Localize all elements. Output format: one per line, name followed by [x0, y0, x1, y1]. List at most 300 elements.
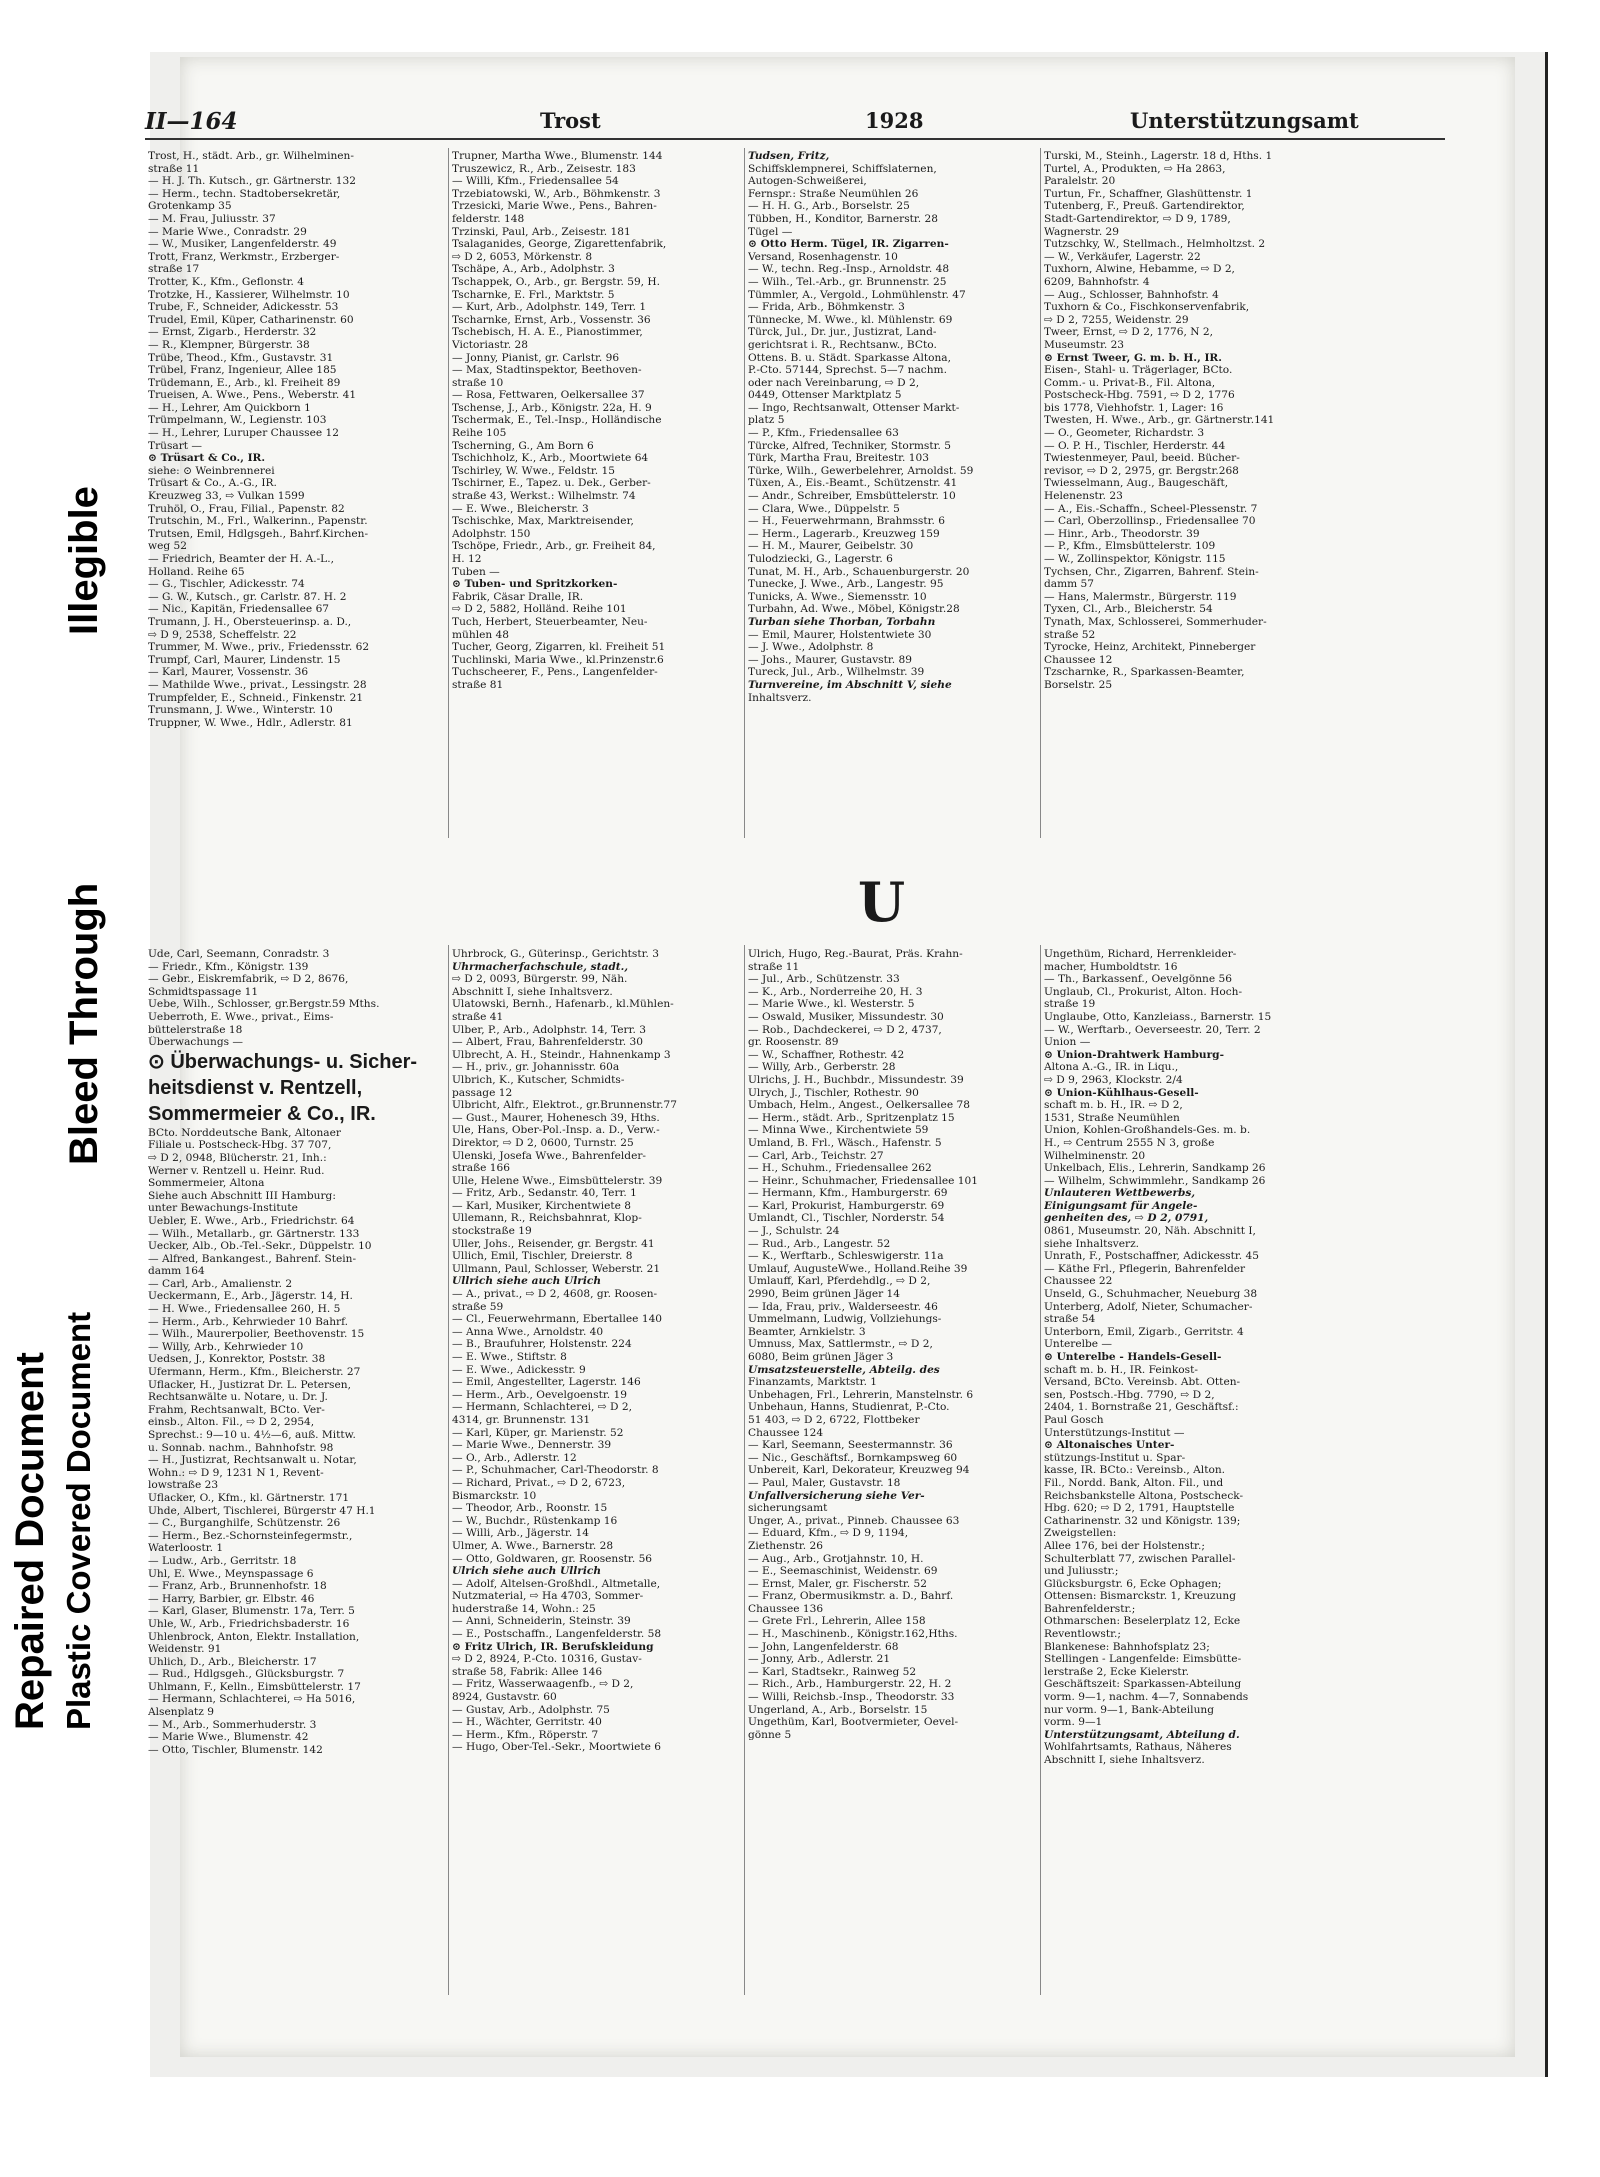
entry-line: Ottensen: Bismarckstr. 1, Kreuzung: [1044, 1590, 1237, 1603]
entry-line: unter Bewachungs-Institute: [148, 1202, 298, 1215]
entry-line: Waterloostr. 1: [148, 1542, 224, 1555]
entry-line: — Fritz, Arb., Sedanstr. 40, Terr. 1: [452, 1187, 637, 1200]
entry-line: damm 164: [148, 1265, 205, 1278]
entry-line: Tunecke, J. Wwe., Arb., Langestr. 95: [748, 578, 944, 591]
entry-line: — Herm., techn. Stadtobersekretär,: [148, 187, 341, 200]
entry-line: — R., Klempner, Bürgerstr. 38: [148, 338, 310, 351]
entry-line: Rechtsanwälte u. Notare, u. Dr. J.: [148, 1391, 328, 1404]
entry-line: 1531, Straße Neumühlen: [1044, 1111, 1180, 1124]
entry-line: oder nach Vereinbarung, ⇨ D 2,: [748, 376, 920, 389]
entry-line: Altona A.-G., IR. in Liqu.,: [1044, 1061, 1179, 1074]
entry-line: ⇨ D 2, 0093, Bürgerstr. 99, Näh.: [452, 973, 628, 986]
entry-line: — G., Tischler, Adickesstr. 74: [148, 578, 305, 591]
entry-line: Unbereit, Karl, Dekorateur, Kreuzweg 94: [748, 1464, 970, 1477]
entry-line: Tutenberg, F., Preuß. Gartendirektor,: [1044, 200, 1245, 213]
entry-line: — Marie Wwe., Conradstr. 29: [148, 225, 307, 238]
lower-column-1: [148, 948, 448, 1998]
entry-line: — P., Kfm., Elmsbüttelerstr. 109: [1044, 540, 1216, 553]
entry-line: H., ⇨ Centrum 2555 N 3, große: [1044, 1136, 1215, 1149]
entry-line: Uflacker, O., Kfm., kl. Gärtnerstr. 171: [148, 1491, 350, 1504]
entry-line: Ulatowski, Bernh., Hafenarb., kl.Mühlen-: [452, 998, 674, 1011]
entry-line: — C., Burganghilfe, Schützenstr. 26: [148, 1517, 341, 1530]
entry-line: Ulmer, A. Wwe., Barnerstr. 28: [452, 1539, 614, 1552]
entry-line: Kreuzweg 33, ⇨ Vulkan 1599: [148, 490, 305, 503]
entry-line: Uebe, Wilh., Schlosser, gr.Bergstr.59 Mths.: [148, 998, 380, 1011]
entry-line: Bismarckstr. 10: [452, 1489, 537, 1502]
entry-line: Uhlenbrock, Anton, Elektr. Installation,: [148, 1630, 360, 1643]
entry-line: — E. Wwe., Stiftstr. 8: [452, 1351, 567, 1363]
entry-line: Tschappek, O., Arb., gr. Bergstr. 59, H.: [452, 275, 661, 288]
entry-line: — Eduard, Kfm., ⇨ D 9, 1194,: [748, 1527, 909, 1540]
entry-line: Tschöpe, Friedr., Arb., gr. Freiheit 84,: [452, 540, 656, 553]
entry-line: Ulrichs, J. H., Buchbdr., Missundestr. 39: [748, 1073, 964, 1086]
entry-line: — H., Feuerwehrmann, Brahmsstr. 6: [748, 515, 946, 528]
entry-line: Postscheck-Hbg. 7591, ⇨ D 2, 1776: [1044, 389, 1235, 402]
entry-line: Tychsen, Chr., Zigarren, Bahrenf. Stein-: [1044, 565, 1259, 578]
entry-line: straße 52: [1044, 628, 1096, 641]
entry-line: Hbg. 620; ⇨ D 2, 1791, Hauptstelle: [1044, 1502, 1235, 1515]
entry-line: Trübe, Theod., Kfm., Gustavstr. 31: [148, 351, 334, 364]
entry-line: — Alfred, Bankangest., Bahrenf. Stein-: [148, 1252, 357, 1265]
entry-line: Umsatzsteuerstelle, Abteilg. des: [748, 1363, 940, 1376]
entry-line: — W., Verkäufer, Lagerstr. 22: [1044, 250, 1201, 263]
entry-line: Schiffsklempnerei, Schiffslaternen,: [748, 162, 937, 175]
entry-line: Sommermeier & Co., IR.: [148, 1102, 376, 1125]
entry-line: — O., Arb., Adlerstr. 12: [452, 1451, 577, 1464]
entry-line: gönne 5: [748, 1728, 792, 1741]
entry-line: ⊙ Union-Drahtwerk Hamburg-: [1044, 1048, 1224, 1061]
entry-line: Unterstützungsamt, Abteilung d.: [1044, 1728, 1240, 1741]
entry-line: Ueckermann, E., Arb., Jägerstr. 14, H.: [148, 1290, 353, 1303]
entry-line: — P., Schuhmacher, Carl-Theodorstr. 8: [452, 1464, 659, 1477]
entry-line: Victoriastr. 28: [452, 338, 528, 351]
entry-line: gr. Roosenstr. 89: [748, 1036, 839, 1049]
entry-line: Trunsmann, J. Wwe., Winterstr. 10: [148, 704, 333, 717]
entry-line: sen, Postsch.-Hbg. 7790, ⇨ D 2,: [1044, 1388, 1215, 1401]
entry-line: Turski, M., Steinh., Lagerstr. 18 d, Hths. 1: [1044, 150, 1273, 162]
entry-line: bis 1778, Viehhofstr. 1, Lager: 16: [1044, 401, 1224, 414]
lower-column-3: [748, 948, 1048, 1998]
entry-line: 2990, Beim grünen Jäger 14: [748, 1288, 901, 1301]
entry-line: — Karl, Küper, gr. Marienstr. 52: [452, 1426, 624, 1439]
entry-line: — Emil, Maurer, Holstentwiete 30: [748, 628, 932, 641]
entry-line: Turtun, Fr., Schaffner, Glashüttenstr. 1: [1044, 187, 1253, 200]
featured-entry: [148, 1049, 448, 1127]
entry-line: — Harry, Barbier, gr. Elbstr. 46: [148, 1592, 315, 1605]
page-number: II—164: [145, 108, 238, 135]
entry-line: straße 17: [148, 263, 200, 276]
entry-line: — H. J. Th. Kutsch., gr. Gärtnerstr. 132: [148, 175, 356, 188]
entry-line: Türke, Wilh., Gewerbelehrer, Arnoldst. 59: [748, 464, 974, 477]
entry-line: Ulrych, J., Tischler, Rothestr. 90: [748, 1086, 919, 1099]
entry-line: — J., Schulstr. 24: [748, 1225, 840, 1238]
entry-line: Ulrich, Hugo, Reg.-Baurat, Präs. Krahn-: [748, 948, 963, 960]
entry-line: Twesten, H. Wwe., Arb., gr. Gärtnerstr.141: [1044, 414, 1275, 427]
entry-line: — Herm., städt. Arb., Spritzenplatz 15: [748, 1111, 955, 1124]
entry-line: Tschermak, E., Tel.-Insp., Holländische: [452, 414, 662, 427]
entry-line: Unger, A., privat., Pinneb. Chaussee 63: [748, 1514, 960, 1527]
entry-line: lowstraße 23: [148, 1479, 219, 1492]
entry-line: — Hugo, Ober-Tel.-Sekr., Moortwiete 6: [452, 1741, 661, 1754]
entry-line: — Gebr., Eiskremfabrik, ⇨ D 2, 8676,: [148, 973, 349, 986]
entry-line: Tünnecke, M. Wwe., kl. Mühlenstr. 69: [748, 313, 953, 326]
next-page-edge: [1545, 52, 1573, 2077]
entry-line: Werner v. Rentzell u. Heinr. Rud.: [148, 1164, 325, 1177]
entry-line: — E. Wwe., Bleicherstr. 3: [452, 502, 589, 515]
entry-line: straße 11: [148, 162, 200, 175]
entry-line: Filiale u. Postscheck-Hbg. 37 707,: [148, 1139, 332, 1152]
entry-line: — Marie Wwe., Blumenstr. 42: [148, 1731, 309, 1744]
entry-line: — Käthe Frl., Pflegerin, Bahrenfelder: [1044, 1262, 1246, 1275]
entry-line: Uecker, Alb., Ob.-Tel.-Sekr., Düppelstr. 10: [148, 1240, 372, 1253]
entry-line: ⇨ D 2, 8924, P.-Cto. 10316, Gustav-: [452, 1653, 642, 1666]
entry-line: Unrath, F., Postschaffner, Adickesstr. 45: [1044, 1250, 1259, 1263]
entry-line: Unglaube, Otto, Kanzleiass., Barnerstr. 15: [1044, 1010, 1272, 1023]
entry-line: — Herm., Lagerarb., Kreuzweg 159: [748, 527, 940, 540]
entry-line: passage 12: [452, 1086, 513, 1099]
entry-line: — E., Postschaffn., Langenfelderstr. 58: [452, 1628, 662, 1641]
entry-line: — Wilh., Tel.-Arb., gr. Brunnenstr. 25: [748, 275, 947, 288]
entry-line: — M., Arb., Sommerhuderstr. 3: [148, 1718, 317, 1731]
entry-line: — H., Maschinenb., Königstr.162,Hths.: [748, 1628, 958, 1641]
entry-line: 8924, Gustavstr. 60: [452, 1691, 557, 1704]
entry-line: — Jonny, Pianist, gr. Carlstr. 96: [452, 351, 620, 364]
entry-line: Tweer, Ernst, ⇨ D 2, 1776, N 2,: [1044, 326, 1213, 339]
entry-line: Tschebisch, H. A. E., Pianostimmer,: [452, 326, 643, 339]
entry-line: Fabrik, Cäsar Dralle, IR.: [452, 590, 584, 603]
entry-line: Holland. Reihe 65: [148, 565, 245, 578]
entry-line: Ungerland, A., Arb., Borselstr. 15: [748, 1703, 928, 1716]
entry-line: — Karl, Seemann, Seestermannstr. 36: [748, 1439, 953, 1452]
entry-line: Geschäftszeit: Sparkassen-Abteilung: [1044, 1678, 1242, 1691]
entry-line: Uhle, W., Arb., Friedrichsbaderstr. 16: [148, 1617, 350, 1630]
label-plastic-covered-document: Plastic Covered Document: [60, 1311, 97, 1730]
entry-line: — Mathilde Wwe., privat., Lessingstr. 28: [148, 678, 367, 691]
entry-line: einsb., Alton. Fil., ⇨ D 2, 2954,: [148, 1416, 315, 1429]
entry-line: Tschense, J., Arb., Königstr. 22a, H. 9: [452, 401, 652, 414]
entry-line: Chaussee 124: [748, 1426, 824, 1439]
entry-line: Allee 176, bei der Holstenstr.;: [1044, 1539, 1205, 1552]
upper-column-1: [148, 150, 448, 840]
entry-line: P.-Cto. 57144, Sprechst. 5—7 nachm.: [748, 364, 947, 377]
entry-line: Ulle, Helene Wwe., Eimsbüttelerstr. 39: [452, 1174, 663, 1187]
entry-line: 6080, Beim grünen Jäger 3: [748, 1351, 894, 1363]
entry-line: — Carl, Oberzollinsp., Friedensallee 70: [1044, 515, 1256, 528]
entry-line: — Hermann, Kfm., Hamburgerstr. 69: [748, 1187, 948, 1200]
entry-line: Tuxhorn & Co., Fischkonservenfabrik,: [1044, 301, 1250, 314]
entry-line: Trzebiatowski, W., Arb., Böhmkenstr. 3: [452, 187, 661, 200]
entry-line: — W., Werftarb., Oeverseestr. 20, Terr. 2: [1044, 1023, 1261, 1036]
entry-line: 4314, gr. Brunnenstr. 131: [452, 1413, 591, 1426]
entry-line: Türk, Martha Frau, Breitestr. 103: [748, 452, 929, 465]
entry-line: straße 41: [452, 1010, 504, 1023]
entry-line: Wohlfahrtsamts, Rathaus, Näheres: [1044, 1741, 1232, 1754]
entry-line: — H., Wächter, Gerritstr. 40: [452, 1716, 602, 1729]
entry-line: — H. H. G., Arb., Borselstr. 25: [748, 200, 910, 213]
entry-line: — Willy, Arb., Gerberstr. 28: [748, 1061, 896, 1074]
entry-line: vorm. 9—1: [1044, 1716, 1103, 1729]
entry-line: Ullemann, R., Reichsbahnrat, Klop-: [452, 1212, 642, 1225]
entry-line: büttelerstraße 18: [148, 1023, 243, 1036]
upper-column-3: [748, 150, 1048, 840]
entry-line: Tyrocke, Heinz, Architekt, Pinneberger: [1044, 641, 1256, 654]
entry-line: straße 81: [452, 678, 504, 691]
entry-line: Umlandt, Cl., Tischler, Norderstr. 54: [748, 1212, 945, 1225]
entry-line: Umland, B. Frl., Wäsch., Hafenstr. 5: [748, 1136, 942, 1149]
entry-line: Tulodziecki, G., Lagerstr. 6: [748, 553, 893, 565]
entry-line: straße 11: [748, 960, 800, 973]
entry-line: — Wilh., Metallarb., gr. Gärtnerstr. 133: [148, 1227, 360, 1240]
entry-line: — G. W., Kutsch., gr. Carlstr. 87. H. 2: [148, 590, 347, 603]
entry-line: — Gust., Maurer, Hohenesch 39, Hths.: [452, 1111, 660, 1124]
entry-line: Ullrich siehe auch Ulrich: [452, 1275, 602, 1288]
entry-line: ⊙ Überwachungs- u. Sicher-: [148, 1050, 418, 1073]
entry-line: Ufermann, Herm., Kfm., Bleicherstr. 27: [148, 1366, 361, 1379]
entry-line: weg 52: [148, 540, 187, 553]
entry-line: — Ernst, Zigarb., Herderstr. 32: [148, 326, 317, 339]
entry-line: — Max, Stadtinspektor, Beethoven-: [452, 364, 642, 377]
entry-line: Wilhelminenstr. 20: [1044, 1149, 1146, 1162]
entry-line: Stellingen - Langenfelde: Eimsbütte-: [1044, 1653, 1242, 1666]
entry-line: — Paul, Maler, Gustavstr. 18: [748, 1476, 901, 1489]
entry-line: Nutzmaterial, ⇨ Ha 4703, Sommer-: [452, 1590, 644, 1603]
entry-line: — H., Lehrer, Luruper Chaussee 12: [148, 427, 339, 440]
entry-line: Unterberg, Adolf, Nieter, Schumacher-: [1044, 1300, 1253, 1313]
entry-line: Trzesicki, Marie Wwe., Pens., Bahren-: [452, 200, 657, 213]
entry-line: — Carl, Arb., Amalienstr. 2: [148, 1277, 293, 1290]
entry-line: Sprechst.: 9—10 u. 4½—6, auß. Mittw.: [148, 1429, 356, 1441]
entry-line: Tschichholz, K., Arb., Moortwiete 64: [452, 452, 649, 465]
entry-line: Weidenstr. 91: [148, 1643, 222, 1656]
entry-line: ⇨ D 9, 2963, Klockstr. 2/4: [1044, 1073, 1183, 1086]
entry-line: — Gustav, Arb., Adolphstr. 75: [452, 1703, 610, 1716]
entry-line: Ullich, Emil, Tischler, Dreierstr. 8: [452, 1250, 633, 1263]
entry-line: — Rich., Arb., Hamburgerstr. 22, H. 2: [748, 1678, 952, 1691]
entry-line: Umbach, Helm., Angest., Oelkersallee 78: [748, 1099, 970, 1112]
entry-line: Helenenstr. 23: [1044, 490, 1123, 503]
entry-line: Unlauteren Wettbewerbs,: [1044, 1187, 1196, 1200]
entry-line: Tüxen, A., Eis.-Beamt., Schützenstr. 41: [748, 477, 958, 490]
entry-line: Trotter, K., Kfm., Geflonstr. 4: [148, 275, 304, 288]
entry-line: — Rud., Hdlgsgeh., Glücksburgstr. 7: [148, 1668, 345, 1681]
entry-line: — Herm., Arb., Oevelgoenstr. 19: [452, 1388, 627, 1401]
entry-line: — Theodor, Arb., Roonstr. 15: [452, 1502, 608, 1515]
entry-line: Tuben —: [452, 565, 500, 578]
entry-line: Sommermeier, Altona: [148, 1177, 265, 1190]
entry-line: Direktor, ⇨ D 2, 0600, Turnstr. 25: [452, 1136, 634, 1149]
entry-line: ⇨ D 2, 7255, Weidenstr. 29: [1044, 313, 1189, 326]
entry-line: — Hinr., Arb., Theodorstr. 39: [1044, 527, 1200, 540]
entry-line: Tyxen, Cl., Arb., Bleicherstr. 54: [1044, 603, 1213, 616]
entry-line: Abschnitt I, siehe Inhaltsverz.: [452, 985, 613, 998]
entry-line: — Hans, Malermstr., Bürgerstr. 119: [1044, 590, 1237, 603]
entry-line: Truszewicz, R., Arb., Zeisestr. 183: [452, 162, 636, 175]
entry-line: — Nic., Geschäftsf., Bornkampsweg 60: [748, 1451, 958, 1464]
entry-line: — Marie Wwe., Dennerstr. 39: [452, 1439, 612, 1452]
entry-line: Ulber, P., Arb., Adolphstr. 14, Terr. 3: [452, 1023, 646, 1036]
entry-line: — W., Buchdr., Rüstenkamp 16: [452, 1514, 618, 1527]
entry-line: Trüdemann, E., Arb., kl. Freiheit 89: [148, 376, 341, 389]
entry-line: — Andr., Schreiber, Emsbüttelerstr. 10: [748, 490, 956, 503]
entry-line: — Otto, Tischler, Blumenstr. 142: [148, 1743, 323, 1756]
entry-line: 51 403, ⇨ D 2, 6722, Flottbeker: [748, 1413, 920, 1426]
page-header: [145, 108, 1445, 140]
entry-line: — Ludw., Arb., Gerritstr. 18: [148, 1554, 297, 1567]
entry-line: — Marie Wwe., kl. Westerstr. 5: [748, 998, 915, 1011]
entry-line: — Otto, Goldwaren, gr. Roosenstr. 56: [452, 1552, 653, 1565]
entry-line: — Ernst, Maler, gr. Fischerstr. 52: [748, 1577, 927, 1590]
entry-line: Union, Kohlen-Großhandels-Ges. m. b.: [1044, 1124, 1251, 1137]
entry-line: Trudel, Emil, Küper, Catharinenstr. 60: [148, 313, 354, 326]
entry-line: Trube, F., Schneider, Adickesstr. 53: [148, 301, 339, 314]
entry-line: Blankenese: Bahnhofsplatz 23;: [1044, 1640, 1210, 1653]
entry-line: Trzinski, Paul, Arb., Zeisestr. 181: [452, 225, 631, 238]
entry-line: Turnvereine, im Abschnitt V, siehe: [748, 678, 952, 691]
entry-line: macher, Humboldtstr. 16: [1044, 960, 1178, 973]
entry-line: — Herm., Kfm., Röperstr. 7: [452, 1728, 599, 1741]
entry-line: und Juliusstr.;: [1044, 1565, 1119, 1578]
entry-line: — A., Eis.-Schaffn., Scheel-Plessenstr. 7: [1044, 502, 1258, 515]
entry-line: Unkelbach, Elis., Lehrerin, Sandkamp 26: [1044, 1162, 1266, 1175]
header-first-entry: Trost: [540, 108, 601, 133]
entry-line: Trutschin, M., Frl., Walkerinn., Papenstr.: [148, 515, 368, 528]
entry-line: 0861, Museumstr. 20, Näh. Abschnitt I,: [1044, 1225, 1256, 1238]
entry-line: — Heinr., Schuhmacher, Friedensallee 101: [748, 1174, 978, 1187]
entry-line: Schulterblatt 77, zwischen Parallel-: [1044, 1552, 1236, 1565]
entry-line: Trupner, Martha Wwe., Blumenstr. 144: [452, 150, 663, 162]
entry-line: — Karl, Maurer, Vossenstr. 36: [148, 666, 309, 679]
column-rule: [448, 945, 449, 1995]
header-year: 1928: [865, 108, 924, 133]
header-last-entry: Unterstützungsamt: [1130, 108, 1359, 133]
entry-line: genheiten des, ⇨ D 2, 0791,: [1044, 1212, 1209, 1225]
entry-line: Unfallversicherung siehe Ver-: [748, 1489, 925, 1502]
entry-line: — Jonny, Arb., Adlerstr. 21: [748, 1653, 891, 1666]
entry-line: ⊙ Ernst Tweer, G. m. b. H., IR.: [1044, 351, 1222, 364]
entry-line: Tureck, Jul., Arb., Wilhelmstr. 39: [748, 666, 925, 679]
entry-line: Tügel —: [748, 225, 793, 238]
entry-line: huderstraße 14, Wohn.: 25: [452, 1602, 596, 1615]
entry-line: Autogen-Schweißerei,: [748, 175, 867, 188]
entry-line: ⊙ Trüsart & Co., IR.: [148, 452, 266, 465]
entry-line: — Hermann, Schlachterei, ⇨ Ha 5016,: [148, 1693, 356, 1706]
entry-line: — B., Braufuhrer, Holstenstr. 224: [452, 1338, 632, 1351]
entry-line: Ude, Carl, Seemann, Conradstr. 3: [148, 948, 330, 960]
entry-line: Stadt-Gartendirektor, ⇨ D 9, 1789,: [1044, 212, 1231, 225]
entry-line: — Willi, Reichsb.-Insp., Theodorstr. 33: [748, 1691, 955, 1704]
label-repaired-document: Repaired Document: [8, 1352, 52, 1730]
entry-line: Beamter, Arnkielstr. 3: [748, 1325, 866, 1338]
entry-line: — K., Arb., Norderreihe 20, H. 3: [748, 985, 923, 998]
entry-line: ⊙ Altonaisches Unter-: [1044, 1439, 1175, 1452]
entry-line: Trümpelmann, W., Legienstr. 103: [148, 414, 327, 427]
entry-line: Ulrich siehe auch Ullrich: [452, 1565, 602, 1578]
entry-line: Reventlowstr.;: [1044, 1628, 1121, 1641]
entry-line: — H., Schuhm., Friedensallee 262: [748, 1162, 932, 1175]
entry-line: Tscharnke, E. Frl., Marktstr. 5: [452, 288, 615, 301]
entry-line: — Th., Barkassenf., Oevelgönne 56: [1044, 973, 1232, 986]
entry-line: Trumann, J. H., Obersteuerinsp. a. D.,: [148, 615, 352, 628]
entry-line: Trost, H., städt. Arb., gr. Wilhelminen-: [148, 150, 354, 162]
entry-line: — Wilh., Maurerpolier, Beethovenstr. 15: [148, 1328, 365, 1341]
entry-line: Trummer, M. Wwe., priv., Friedensstr. 62: [148, 641, 370, 654]
entry-line: — Minna Wwe., Kirchentwiete 59: [748, 1124, 929, 1137]
entry-line: Uedsen, J., Konrektor, Poststr. 38: [148, 1353, 326, 1366]
entry-line: Reichsbankstelle Altona, Postscheck-: [1044, 1489, 1244, 1502]
entry-line: nur vorm. 9—1, Bank-Abteilung: [1044, 1703, 1214, 1716]
entry-line: Trumpf, Carl, Maurer, Lindenstr. 15: [148, 653, 341, 666]
entry-line: Ungethüm, Karl, Bootvermieter, Oevel-: [748, 1716, 959, 1729]
entry-line: straße 43, Werkst.: Wilhelmstr. 74: [452, 490, 636, 503]
entry-line: Wagnerstr. 29: [1044, 225, 1120, 238]
entry-line: Truhöl, O., Frau, Filial., Papenstr. 82: [148, 502, 345, 515]
entry-line: — A., privat., ⇨ D 2, 4608, gr. Roosen-: [452, 1288, 658, 1301]
entry-line: Tscherning, G., Am Born 6: [452, 439, 594, 452]
entry-line: — Adolf, Altelsen-Großhdl., Altmetalle,: [452, 1577, 661, 1590]
entry-line: — Friedr., Kfm., Königstr. 139: [148, 960, 309, 973]
entry-line: straße 58, Fabrik: Allee 146: [452, 1665, 603, 1678]
entry-line: — Frida, Arb., Böhmkenstr. 3: [748, 301, 905, 314]
entry-line: Paul Gosch: [1044, 1413, 1104, 1426]
entry-line: heitsdienst v. Rentzell,: [148, 1076, 363, 1099]
entry-line: Ummelmann, Ludwig, Vollziehungs-: [748, 1313, 942, 1326]
entry-line: Turban siehe Thorban, Torbahn: [748, 615, 936, 628]
lower-column-1-top: [148, 948, 448, 1049]
entry-line: Tschischke, Max, Marktreisender,: [452, 515, 634, 528]
lower-column-2: [452, 948, 752, 1998]
entry-line: — Clara, Wwe., Düppelstr. 5: [748, 502, 900, 515]
entry-line: Othmarschen: Beselerplatz 12, Ecke: [1044, 1615, 1241, 1628]
entry-line: Finanzamts, Marktstr. 1: [748, 1376, 878, 1389]
entry-line: — W., techn. Reg.-Insp., Arnoldstr. 48: [748, 263, 950, 276]
entry-line: — Anna Wwe., Arnoldstr. 40: [452, 1325, 604, 1338]
entry-line: Unbehaun, Hanns, Studienrat, P.-Cto.: [748, 1401, 950, 1414]
entry-line: BCto. Norddeutsche Bank, Altonaer: [148, 1126, 341, 1139]
entry-line: Tschirner, E., Tapez. u. Dek., Gerber-: [452, 477, 651, 490]
entry-line: Grotenkamp 35: [148, 200, 232, 213]
entry-line: Adolphstr. 150: [452, 527, 531, 540]
entry-line: — H. M., Maurer, Geibelstr. 30: [748, 540, 914, 553]
entry-line: Ottens. B. u. Städt. Sparkasse Altona,: [748, 351, 951, 364]
entry-line: — H., Justizrat, Rechtsanwalt u. Notar,: [148, 1454, 357, 1467]
entry-line: Ueberroth, E. Wwe., privat., Eims-: [148, 1010, 334, 1023]
entry-line: Tsalaganides, George, Zigarettenfabrik,: [452, 238, 667, 251]
label-bleed-through: Bleed Through: [62, 882, 106, 1165]
entry-line: — Herm., Arb., Kehrwieder 10 Bahrf.: [148, 1315, 349, 1328]
entry-line: Trüsart —: [148, 439, 202, 452]
entry-line: — H. Wwe., Friedensallee 260, H. 5: [148, 1303, 341, 1316]
entry-line: — Jul., Arb., Schützenstr. 33: [748, 973, 900, 986]
entry-line: sicherungsamt: [748, 1502, 828, 1515]
entry-line: Uhl, E. Wwe., Meynspassage 6: [148, 1567, 314, 1580]
entry-line: Uflacker, H., Justizrat Dr. L. Petersen,: [148, 1378, 351, 1391]
entry-line: straße 10: [452, 376, 504, 389]
entry-line: Abschnitt I, siehe Inhaltsverz.: [1044, 1754, 1205, 1766]
lower-column-4: [1044, 948, 1344, 1998]
entry-line: Tuch, Herbert, Steuerbeamter, Neu-: [452, 615, 648, 628]
entry-line: — Wilhelm, Schwimmlehr., Sandkamp 26: [1044, 1174, 1266, 1187]
entry-line: H. 12: [452, 553, 482, 565]
entry-line: vorm. 9—1, nachm. 4—7, Sonnabends: [1044, 1691, 1249, 1704]
entry-line: Unterborn, Emil, Zigarb., Gerritstr. 4: [1044, 1325, 1244, 1338]
entry-line: Catharinenstr. 32 und Königstr. 139;: [1044, 1514, 1241, 1527]
entry-line: Uhrbrock, G., Güterinsp., Gerichtstr. 3: [452, 948, 659, 960]
entry-line: Turtel, A., Produkten, ⇨ Ha 2863,: [1044, 162, 1226, 175]
entry-line: Tscharnke, Ernst, Arb., Vossenstr. 36: [452, 313, 651, 326]
entry-line: — Johs., Maurer, Gustavstr. 89: [748, 653, 912, 666]
entry-line: — Aug., Arb., Grotjahnstr. 10, H.: [748, 1552, 924, 1565]
entry-line: Trübel, Franz, Ingenieur, Allee 185: [148, 364, 337, 377]
